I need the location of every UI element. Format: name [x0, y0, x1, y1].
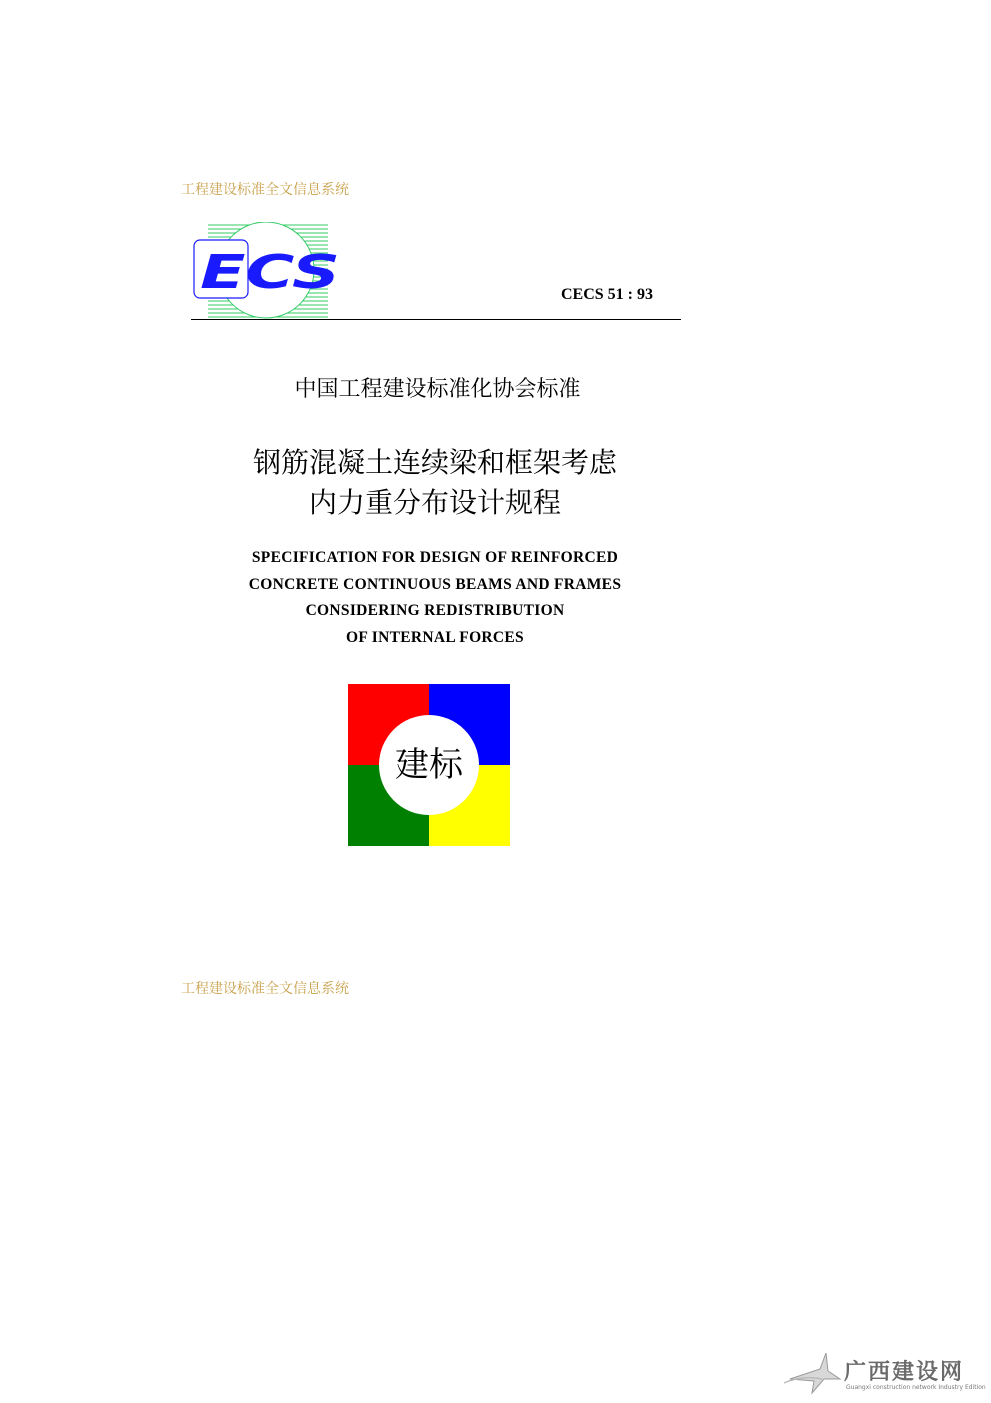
- organization-title: 中国工程建设标准化协会标准: [294, 377, 581, 402]
- footer-site-subtitle: Guangxi construction network Industry Edition: [846, 1384, 986, 1391]
- english-title-line-4: OF INTERNAL FORCES: [346, 628, 524, 646]
- footer-site-name: 广西建设网: [844, 1360, 965, 1385]
- watermark-bottom: 工程建设标准全文信息系统: [181, 981, 349, 997]
- ecs-logo: [190, 222, 350, 320]
- watermark-top: 工程建设标准全文信息系统: [181, 182, 349, 198]
- chinese-title: [0, 443, 870, 523]
- chinese-title-line-2: 内力重分布设计规程: [308, 486, 561, 519]
- english-title-line-3: CONSIDERING REDISTRIBUTION: [305, 602, 565, 619]
- standard-code: CECS 51 : 93: [561, 286, 654, 303]
- jianbiao-emblem: [348, 684, 510, 846]
- logo-text: ECS: [200, 245, 340, 299]
- chinese-title-line-1: 钢筋混凝土连续梁和框架考虑: [252, 446, 617, 479]
- emblem-text: 建标: [395, 745, 463, 785]
- header-rule: [191, 319, 681, 320]
- star-icon: [782, 1349, 842, 1397]
- english-title: [0, 545, 870, 651]
- english-title-line-2: CONCRETE CONTINUOUS BEAMS AND FRAMES: [248, 575, 622, 593]
- english-title-line-1: SPECIFICATION FOR DESIGN OF REINFORCED: [251, 549, 619, 566]
- footer-site-logo: [782, 1349, 986, 1397]
